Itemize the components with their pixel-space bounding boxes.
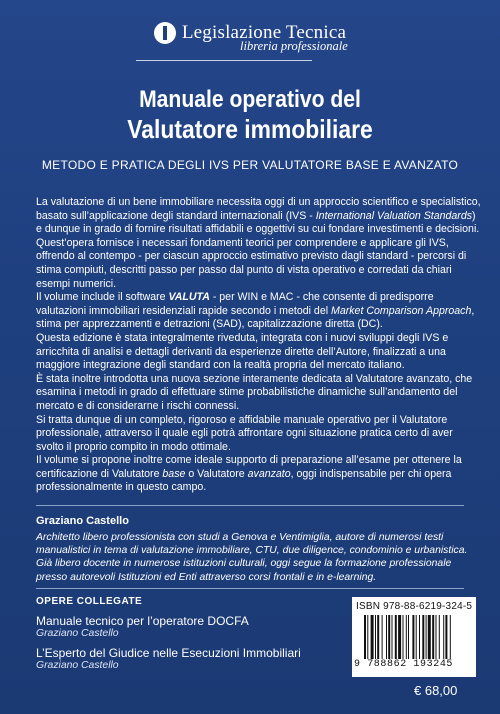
description-text-run: La valutazione di un bene immobiliare necessita oggi di un approccio scientifico e specialistico, basato sull’applicazione degli standard internazionali (IVS -: [36, 196, 481, 222]
divider-bottom: [36, 588, 464, 589]
description-text-run: Questa edizione è stata integralmente riveduta, integrata con i nuovi sviluppi degli IVS e arricchita di analisi e dettagli derivanti da esperienze dirette dell’Autore, finalizzati a una maggiore integrazione degli standard con la realtà propria del mercato italiano.: [36, 331, 449, 372]
description-text-run: avanzato: [247, 467, 291, 480]
barcode-bar: [416, 615, 417, 659]
related-work-item: [36, 614, 336, 640]
isbn-label: ISBN 978-88-6219-324-5: [356, 601, 473, 612]
barcode-number: 9 788862 193245: [354, 659, 454, 670]
description-paragraph: [36, 196, 482, 237]
barcode-bar: [428, 615, 431, 659]
description-paragraph: [36, 414, 482, 455]
related-work-title: Manuale tecnico per l’operatore DOCFA: [36, 614, 249, 628]
barcode-bar: [408, 615, 409, 659]
barcode-bar: [443, 615, 444, 659]
description-text-run: o Valutatore: [185, 467, 248, 480]
description-text-run: , oggi indispensabile per chi opera professionalmente in questo campo.: [36, 467, 452, 494]
description-paragraph: [36, 291, 482, 332]
book-title-line2: Valutatore immobiliare: [127, 114, 373, 144]
barcode-bar: [371, 615, 374, 659]
barcode-bar: [382, 615, 383, 659]
related-work-author: Graziano Castello: [36, 628, 119, 639]
barcode-bar: [432, 615, 434, 659]
publisher-subtitle: libreria professionale: [240, 39, 348, 53]
description-text-run: International Valuation Standards: [315, 209, 473, 222]
description-paragraph: [36, 237, 482, 291]
publisher-logo-icon: [154, 22, 176, 44]
barcode-bar: [403, 615, 404, 659]
description-text-run: Si tratta dunque di un completo, rigoroso e affidabile manuale operativo per il Valutatore professionale, attraverso il quale egli potrà affrontare ogni situazione pratica certo di aver svolto il proprio compito in modo ottimale.: [36, 413, 453, 453]
related-work-title: L’Esperto del Giudice nelle Esecuzioni Immobiliari: [36, 646, 301, 660]
author-name: Graziano Castello: [36, 515, 129, 527]
description-text-run: È stata inoltre introdotta una nuova sezione interamente dedicata al Valutatore avanzato, che esamina i metodi in grado di effettuare stime probabilistiche dinamiche sull’andamento del mercato e di considerarne i rischi connessi.: [36, 372, 473, 412]
related-works-heading: OPERE COLLEGATE: [36, 596, 143, 607]
description-text-run: ) e dunque in grado di fornire risultati affidabili e oggettivi su cui fondare investimenti e decisioni.: [36, 209, 480, 236]
barcode-bar: [367, 615, 368, 659]
barcode-bar: [419, 615, 420, 659]
related-work-author: Graziano Castello: [36, 660, 119, 671]
description-paragraph: [36, 454, 482, 495]
isbn-barcode-box: [352, 597, 476, 677]
description-paragraph: [36, 373, 482, 414]
description-text-run: base: [162, 467, 186, 480]
barcode-bar: [388, 615, 390, 659]
barcode-bar: [436, 615, 437, 659]
description-paragraph: [36, 332, 482, 373]
barcode-bar: [450, 615, 451, 659]
barcode-icon: [364, 615, 472, 659]
description-text-run: , stima per apprezzamenti e detrazioni (SAD), capitalizzazione diretta (DC).: [36, 304, 475, 331]
barcode-bar: [386, 615, 387, 659]
barcode-bar: [392, 615, 393, 659]
barcode-bar: [445, 615, 447, 659]
price: € 68,00: [414, 683, 458, 698]
barcode-bar: [422, 615, 424, 659]
barcode-bar: [412, 615, 414, 659]
publisher-name: Legislazione Tecnica: [181, 22, 347, 43]
description-text-run: Il volume include il software: [36, 291, 169, 304]
related-work-item: [36, 646, 336, 672]
barcode-bar: [364, 615, 366, 659]
book-subtitle: METODO E PRATICA DEGLI IVS PER VALUTATORE BASE E AVANZATO: [41, 158, 459, 172]
divider-top: [36, 505, 464, 506]
title-block: [0, 86, 500, 172]
barcode-bar: [398, 615, 401, 659]
barcode-bar: [426, 615, 427, 659]
description-text-run: - per WIN e MAC - che consente di predisporre valutazioni immobiliari residenziali rapide secondo i metodi del: [36, 291, 434, 317]
description-text-run: Quest’opera fornisce i necessari fondamenti teorici per comprendere e applicare gli IVS, offrendo al contempo - per ciascun approccio estimativo previsto dagli standard - percorsi di stima compiuti, descritti passo per passo dal punto di vista operativo e corredati da chiari esempi numerici.: [36, 236, 467, 290]
barcode-bar: [406, 615, 407, 659]
publisher-rule: [136, 60, 312, 61]
related-works-list: [36, 614, 336, 678]
description-text-run: Il volume si propone inoltre come ideale supporto di preparazione all’esame per ottenere la certificazione di Valutatore: [36, 454, 462, 480]
barcode-bar: [377, 615, 379, 659]
description-text-run: Market Comparison Approach: [331, 304, 472, 317]
book-title-line1: Manuale operativo del: [139, 86, 361, 113]
description-text-run: VALUTA: [168, 291, 210, 304]
barcode-bar: [395, 615, 397, 659]
author-bio: Architetto libero professionista con studi a Genova e Ventimiglia, autore di numerosi testi manualistici in tema di valutazione immobiliare, CTU, due diligence, condominio e urbanistica. Già libero docente in numerose istituzioni culturali, oggi segue la formazione professionale presso autorevoli Istituzioni ed Enti attraverso corsi frontali e in e-learning.: [36, 532, 468, 583]
barcode-bar: [375, 615, 376, 659]
book-description: [36, 196, 482, 495]
barcode-bar: [439, 615, 440, 659]
